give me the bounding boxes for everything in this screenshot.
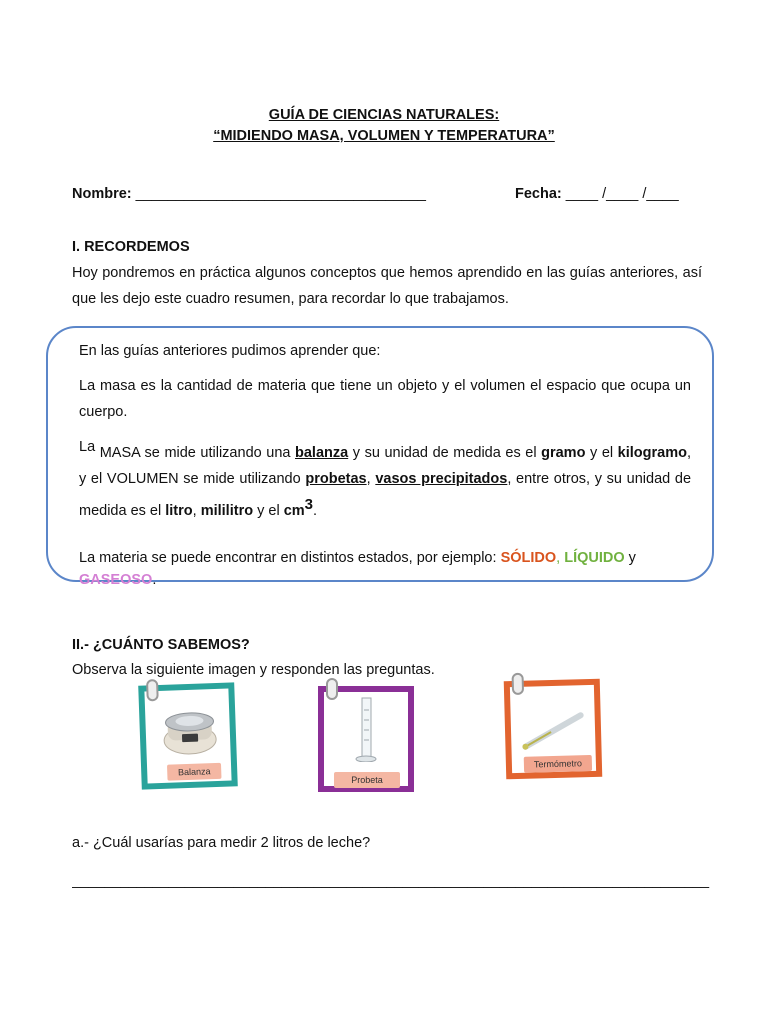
nombre-field	[72, 186, 426, 202]
mililitro-term: mililitro	[200, 502, 254, 519]
observe-instruction: Observa la siguiente imagen y responden las preguntas.	[72, 662, 435, 678]
solido-term: SÓLIDO	[500, 550, 557, 566]
cm-term: cm	[283, 502, 305, 519]
answer-line[interactable]: _______________________________________________________________________________	[72, 873, 710, 889]
summary-paragraph-3	[79, 440, 691, 524]
text-run: y el	[253, 502, 284, 519]
text-run: y el	[585, 445, 618, 461]
probeta-card	[318, 686, 414, 792]
text-run: .	[313, 502, 318, 519]
text-run: ,	[366, 471, 376, 487]
paperclip-icon	[512, 673, 525, 695]
cubic-superscript: 3	[304, 496, 314, 513]
kilogramo-term: kilogramo	[617, 445, 687, 461]
la-word: La	[79, 439, 96, 455]
text-run: y su unidad de medida es el	[348, 445, 542, 461]
section-heading-recordemos: I. RECORDEMOS	[72, 239, 190, 255]
gaseoso-term: GASEOSO	[79, 572, 153, 588]
summary-line-2: La masa es la cantidad de materia que tiene un objeto y el volumen el espacio que ocupa un cuerpo.	[79, 378, 691, 420]
paperclip-icon	[146, 679, 159, 701]
text-run: , y el VOLUMEN se mide utilizando	[79, 445, 691, 487]
text-run: .	[152, 572, 157, 588]
guide-title: GUÍA DE CIENCIAS NATURALES:	[268, 107, 500, 123]
nombre-label: Nombre:	[72, 186, 132, 202]
thermometer-icon	[510, 695, 596, 757]
text-run: MASA se mide utilizando una	[95, 445, 296, 461]
nombre-blank: ____________________________________	[135, 186, 426, 202]
summary-paragraph-4	[79, 547, 719, 591]
scale-icon	[145, 699, 231, 764]
litro-term: litro	[165, 502, 193, 519]
text-run: ,	[556, 550, 565, 566]
balanza-card	[138, 682, 238, 789]
text-run: , entre otros, y su unidad de medida es el	[79, 471, 692, 519]
text-run: ,	[192, 502, 201, 519]
probetas-term: probetas	[305, 471, 367, 487]
balanza-label: Balanza	[167, 763, 222, 781]
graduated-cylinder-icon	[324, 692, 408, 762]
question-a: a.- ¿Cuál usarías para medir 2 litros de leche?	[72, 835, 371, 851]
text-run: La materia se puede encontrar en distintos estados, por ejemplo:	[79, 550, 501, 566]
guide-subtitle: “MIDIENDO MASA, VOLUMEN Y TEMPERATURA”	[213, 128, 555, 144]
fecha-field	[515, 186, 679, 202]
section-heading-cuanto-sabemos: II.- ¿CUÁNTO SABEMOS?	[72, 637, 250, 653]
liquido-term: LÍQUIDO	[564, 550, 625, 566]
text-run: y	[624, 550, 636, 566]
summary-line-1: En las guías anteriores pudimos aprender que:	[79, 343, 381, 359]
vasos-term: vasos precipitados	[375, 471, 508, 487]
fecha-blank: ____ /____ /____	[565, 186, 679, 202]
probeta-label: Probeta	[334, 772, 400, 788]
fecha-label: Fecha:	[515, 186, 562, 202]
balanza-term: balanza	[295, 445, 349, 461]
termometro-card	[504, 679, 603, 779]
termometro-label: Termómetro	[524, 755, 592, 773]
intro-paragraph: Hoy pondremos en práctica algunos conceptos que hemos aprendido en las guías anteriores, así que les dejo este cuadro resumen, para recordar lo que trabajamos.	[72, 265, 702, 307]
gramo-term: gramo	[541, 445, 586, 461]
